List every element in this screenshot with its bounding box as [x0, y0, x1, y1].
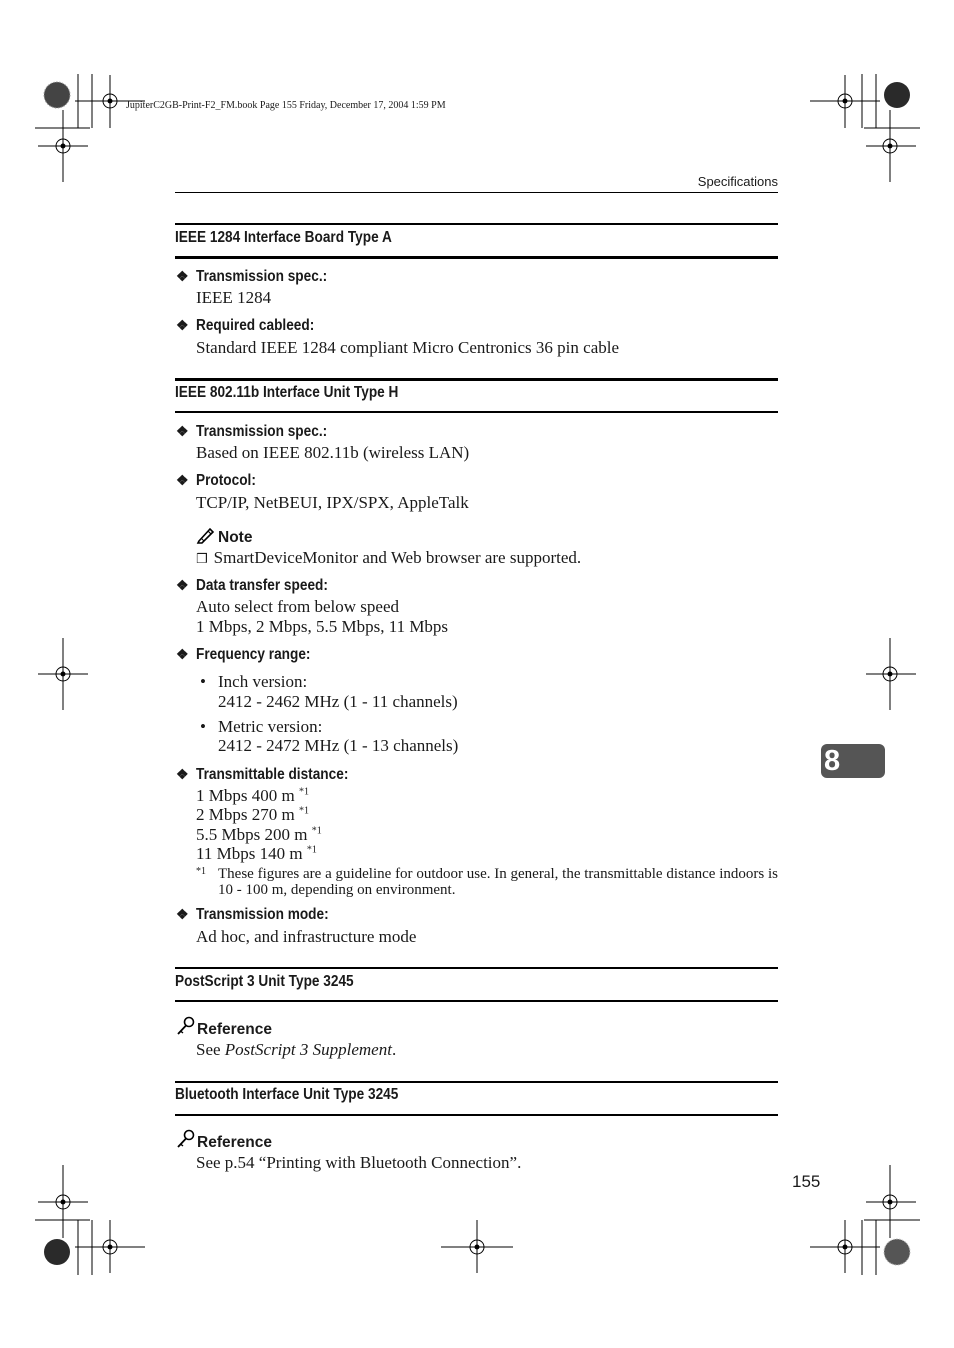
section-rule-bottom: [175, 411, 778, 413]
section-title-bluetooth: Bluetooth Interface Unit Type 3245: [175, 1086, 399, 1103]
freq-metric-value: 2412 - 2472 MHz (1 - 13 channels): [218, 736, 459, 755]
diamond-icon: ❖: [176, 646, 189, 662]
section-rule-bottom: [175, 1000, 778, 1002]
speed-label: ❖ Data transfer speed:: [176, 577, 328, 594]
reference-key-icon: [176, 1129, 196, 1149]
diamond-icon: ❖: [176, 577, 189, 593]
file-info: JupiterC2GB-Print-F2_FM.book Page 155 Friday, December 17, 2004 1:59 PM: [126, 100, 446, 111]
freq-inch-value: 2412 - 2462 MHz (1 - 11 channels): [218, 692, 458, 711]
diamond-icon: ❖: [176, 472, 189, 488]
page-number: 155: [792, 1172, 821, 1191]
speed-line: 1 Mbps, 2 Mbps, 5.5 Mbps, 11 Mbps: [196, 617, 449, 636]
bullet-icon: •: [200, 717, 206, 736]
distance-item: 11 Mbps 140 m $^{*1}$: [196, 844, 317, 863]
transmission-spec-label: ❖ Transmission spec.:: [176, 423, 328, 440]
distance-label: ❖ Transmittable distance:: [176, 766, 349, 783]
diamond-icon: ❖: [176, 268, 189, 284]
section-title-ieee80211b: IEEE 802.11b Interface Unit Type H: [175, 384, 399, 401]
protocol-value: TCP/IP, NetBEUI, IPX/SPX, AppleTalk: [196, 493, 469, 512]
cable-value: Standard IEEE 1284 compliant Micro Centronics 36 pin cable: [196, 338, 620, 357]
freq-metric-title: Metric version:: [218, 717, 323, 736]
transmission-spec-value: IEEE 1284: [196, 288, 272, 307]
section-rule-top: [175, 378, 778, 381]
header-rule: [175, 192, 778, 193]
section-rule-bottom: [175, 1114, 778, 1116]
diamond-icon: ❖: [176, 766, 189, 782]
reference-text: See p.54 “Printing with Bluetooth Connection”.: [196, 1153, 522, 1172]
bullet-icon: •: [200, 672, 206, 691]
note-item: ❒ SmartDeviceMonitor and Web browser are supported.: [196, 548, 582, 567]
reference-key-icon: [176, 1016, 196, 1036]
transmission-spec-label: ❖ Transmission spec.:: [176, 268, 328, 285]
speed-line: Auto select from below speed: [196, 597, 399, 616]
freq-inch-title: Inch version:: [218, 672, 308, 691]
section-rule-top: [175, 1081, 778, 1083]
protocol-label: ❖ Protocol:: [176, 472, 256, 489]
section-title-postscript: PostScript 3 Unit Type 3245: [175, 973, 354, 990]
note-heading: Note: [196, 526, 252, 547]
reference-heading: Reference: [176, 1129, 272, 1152]
section-rule-top: [175, 967, 778, 969]
section-title-ieee1284: IEEE 1284 Interface Board Type A: [175, 229, 392, 246]
pencil-note-icon: [196, 526, 216, 544]
distance-item: 5.5 Mbps 200 m $^{*1}$: [196, 825, 322, 844]
mode-value: Ad hoc, and infrastructure mode: [196, 927, 417, 946]
transmission-spec-value: Based on IEEE 802.11b (wireless LAN): [196, 443, 470, 462]
frequency-label: ❖ Frequency range:: [176, 646, 311, 663]
reference-text: See PostScript 3 Supplement.: [196, 1040, 397, 1059]
diamond-icon: ❖: [176, 317, 189, 333]
footnote-mark: *1: [196, 866, 206, 877]
section-rule-bottom: [175, 256, 778, 259]
distance-item: 2 Mbps 270 m $^{*1}$: [196, 805, 309, 824]
distance-item: 1 Mbps 400 m $^{*1}$: [196, 786, 309, 805]
chapter-tab: 8: [821, 744, 885, 778]
section-rule-top: [175, 223, 778, 225]
footnote-text: These figures are a guideline for outdoor use. In general, the transmittable distance indoors is 10 - 100 m, depending on environment.: [218, 866, 778, 898]
cable-label: ❖ Required cableed:: [176, 317, 315, 334]
checkbox-icon: ❒: [196, 552, 208, 567]
running-header: Specifications: [697, 174, 778, 189]
diamond-icon: ❖: [176, 906, 189, 922]
reference-heading: Reference: [176, 1016, 272, 1039]
diamond-icon: ❖: [176, 423, 189, 439]
mode-label: ❖ Transmission mode:: [176, 906, 329, 923]
